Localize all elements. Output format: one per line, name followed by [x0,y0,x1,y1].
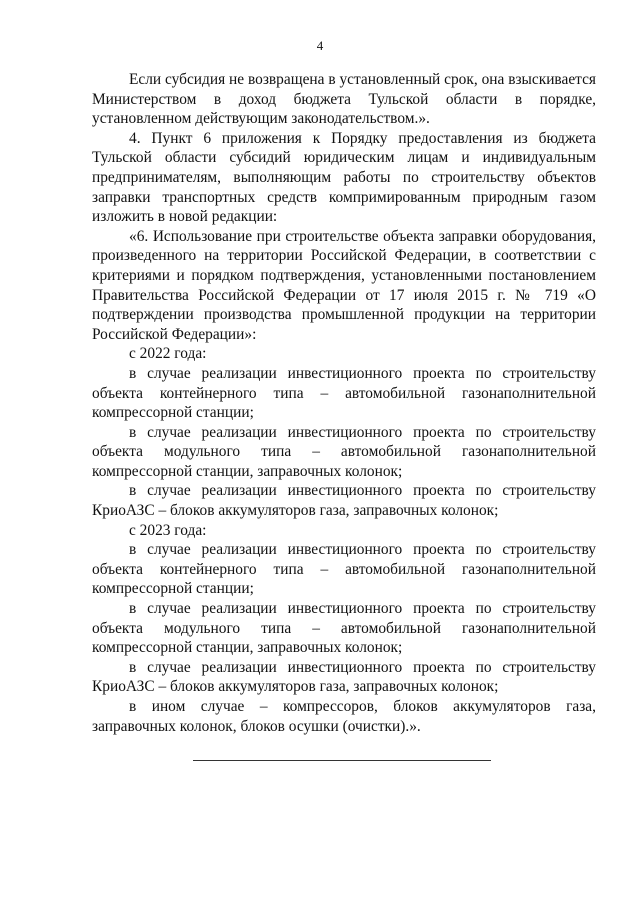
closing-divider-line [193,760,491,761]
paragraph-2023-modular: в случае реализации инвестиционного проекта по строительству объекта модульного типа – автомобильной газонаполнительной компрессорной станции, заправочных колонок; [92,600,596,657]
paragraph-2022-modular: в случае реализации инвестиционного проекта по строительству объекта модульного типа – автомобильной газонаполнительной компрессорной станции, заправочных колонок; [92,423,596,480]
paragraph-subsidy-return: Если субсидия не возвращена в установленный срок, она взыскивается Министерством в доход бюджета Тульской области в порядке, установленном действующим законодательством.». [92,71,596,128]
document-body [92,70,596,736]
paragraph-2022-container: в случае реализации инвестиционного проекта по строительству объекта контейнерного типа – автомобильной газонаполнительной компрессорной станции; [92,364,596,422]
paragraph-2022-krioazs: в случае реализации инвестиционного проекта по строительству КриоАЗС – блоков аккумуляторов газа, заправочных колонок; [92,482,596,520]
paragraph-2023-krioazs: в случае реализации инвестиционного проекта по строительству КриоАЗС – блоков аккумуляторов газа, заправочных колонок; [92,658,596,696]
paragraph-item-4: 4. Пункт 6 приложения к Порядку предоставления из бюджета Тульской области субсидий юридическим лицам и индивидуальным предпринимателям, выполняющим работы по строительству объектов заправки транспортных средств компримированным природным газом изложить в новой редакции: [92,129,596,226]
paragraph-item-6: «6. Использование при строительстве объекта заправки оборудования, произведенного на территории Российской Федерации, в соответствии с критериями и порядком подтверждения, установленными постановлением Правительства Российской Федерации от 17 июля 2015 г. № 719 «О подтверждении производства промышленной продукции на территории Российской Федерации»: [92,227,596,343]
paragraph-from-2022: с 2022 года: [129,345,207,363]
paragraph-other-case: в ином случае – компрессоров, блоков аккумуляторов газа, заправочных колонок, блоков осушки (очистки).». [92,698,596,735]
page-number: 4 [316,38,324,53]
paragraph-2023-container: в случае реализации инвестиционного проекта по строительству объекта контейнерного типа – автомобильной газонаполнительной компрессорной станции; [92,541,596,598]
paragraph-from-2023: с 2023 года: [129,521,207,539]
